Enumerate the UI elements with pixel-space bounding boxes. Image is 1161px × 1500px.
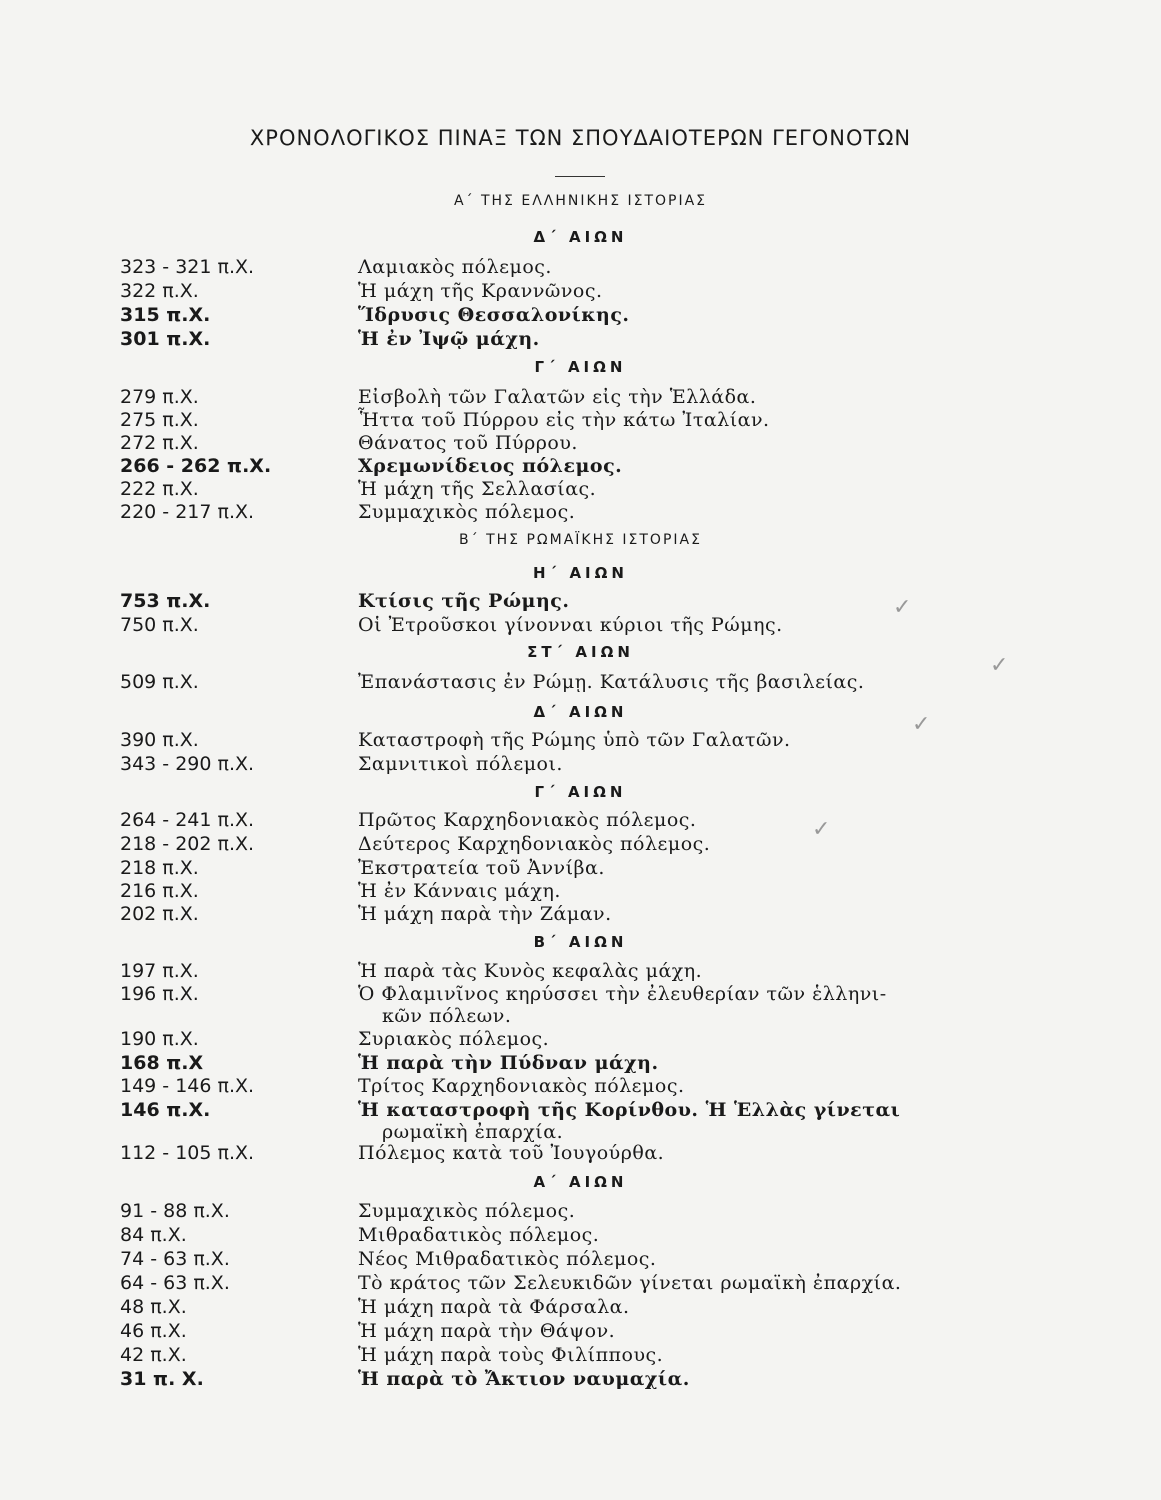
table-row (0, 753, 1161, 779)
table-row (0, 1028, 1161, 1054)
table-row (0, 501, 1161, 527)
entry-event: Οἱ Ἐτροῦσκοι γίνονναι κύριοι τῆς Ρώμης. (358, 614, 783, 636)
entry-event: Ἡ μάχη παρὰ τοὺς Φιλίππους. (358, 1344, 664, 1366)
entry-date: 266 - 262 π.Χ. (120, 455, 272, 477)
entry-event: Ὁ Φλαμινῖνος κηρύσσει τὴν ἐλευθερίαν τῶν ἑλληνι- (358, 983, 887, 1005)
entry-date: 190 π.Χ. (120, 1028, 199, 1050)
entry-event: Λαμιακὸς πόλεμος. (358, 256, 552, 278)
entry-date: 48 π.Χ. (120, 1296, 187, 1318)
entry-event: Πρῶτος Καρχηδονιακὸς πόλεμος. (358, 809, 697, 831)
entry-event-continuation: κῶν πόλεων. (382, 1005, 512, 1027)
entry-date: 46 π.Χ. (120, 1320, 187, 1342)
entry-event: Ἵδρυσις Θεσσαλονίκης. (358, 304, 630, 326)
section-heading: Α΄ ΤΗΣ ΕΛΛΗΝΙΚΗΣ ΙΣΤΟΡΙΑΣ (453, 193, 708, 209)
entry-event: Τρίτος Καρχηδονιακὸς πόλεμος. (358, 1075, 685, 1097)
table-row (0, 304, 1161, 330)
entry-date: 323 - 321 π.Χ. (120, 256, 255, 278)
table-row (0, 256, 1161, 282)
entry-date: 222 π.Χ. (120, 478, 199, 500)
century-heading: Α΄ ΑΙΩΝ (533, 1173, 628, 1191)
entry-date: 218 - 202 π.Χ. (120, 833, 255, 855)
table-row (0, 671, 1161, 697)
entry-date: 220 - 217 π.Χ. (120, 501, 255, 523)
table-row (0, 809, 1161, 835)
entry-event: Συριακὸς πόλεμος. (358, 1028, 550, 1050)
entry-event: Εἰσβολὴ τῶν Γαλατῶν εἰς τὴν Ἑλλάδα. (358, 386, 757, 408)
entry-date: 84 π.Χ. (120, 1224, 187, 1246)
table-row (0, 590, 1161, 616)
entry-date: 390 π.Χ. (120, 729, 199, 751)
entry-event-continuation: ρωμαϊκὴ ἐπαρχία. (382, 1121, 564, 1143)
entry-date: 216 π.Χ. (120, 880, 199, 902)
entry-date: 218 π.Χ. (120, 857, 199, 879)
entry-event: Ἡ παρὰ τὴν Πύδναν μάχη. (358, 1052, 659, 1074)
century-heading: Η΄ ΑΙΩΝ (533, 564, 628, 582)
table-row (0, 1075, 1161, 1101)
century-heading: Β΄ ΑΙΩΝ (533, 933, 628, 951)
entry-date: 31 π. Χ. (120, 1368, 204, 1390)
table-row (0, 729, 1161, 755)
table-row (0, 833, 1161, 859)
table-row (0, 1224, 1161, 1250)
entry-date: 196 π.Χ. (120, 983, 199, 1005)
entry-event: Μιθραδατικὸς πόλεμος. (358, 1224, 600, 1246)
entry-date: 197 π.Χ. (120, 960, 199, 982)
table-row (0, 328, 1161, 354)
entry-event: Ἡ παρὰ τὸ Ἄκτιον ναυμαχία. (358, 1368, 690, 1390)
entry-event: Συμμαχικὸς πόλεμος. (358, 501, 576, 523)
entry-event: Ἡ μάχη παρὰ τὴν Ζάμαν. (358, 903, 612, 925)
entry-date: 275 π.Χ. (120, 409, 199, 431)
table-row (0, 1099, 1161, 1143)
entry-date: 315 π.Χ. (120, 304, 211, 326)
entry-date: 279 π.Χ. (120, 386, 199, 408)
entry-event: Νέος Μιθραδατικὸς πόλεμος. (358, 1248, 657, 1270)
entry-event: Ἡ μάχη τῆς Κραννῶνος. (358, 280, 603, 302)
entry-event: Δεύτερος Καρχηδονιακὸς πόλεμος. (358, 833, 711, 855)
entry-event: Ἧττα τοῦ Πύρρου εἰς τὴν κάτω Ἰταλίαν. (358, 409, 770, 431)
table-row (0, 1248, 1161, 1274)
century-heading: Γ΄ ΑΙΩΝ (534, 358, 627, 376)
century-heading: ΣΤ΄ ΑΙΩΝ (527, 643, 634, 661)
century-heading: Γ΄ ΑΙΩΝ (534, 783, 627, 801)
entry-event: Ἡ παρὰ τὰς Κυνὸς κεφαλὰς μάχη. (358, 960, 703, 982)
table-row (0, 1200, 1161, 1226)
entry-date: 91 - 88 π.Χ. (120, 1200, 230, 1222)
entry-date: 753 π.Χ. (120, 590, 211, 612)
entry-date: 202 π.Χ. (120, 903, 199, 925)
entry-date: 750 π.Χ. (120, 614, 199, 636)
entry-event: Σαμνιτικοὶ πόλεμοι. (358, 753, 563, 775)
pencil-check-icon: ✓ (912, 712, 931, 737)
entry-date: 74 - 63 π.Χ. (120, 1248, 230, 1270)
entry-event: Ἐπανάστασις ἐν Ρώμῃ. Κατάλυσις τῆς βασιλείας. (358, 671, 865, 693)
table-row (0, 1296, 1161, 1322)
entry-event: Ἡ ἐν Κάνναις μάχη. (358, 880, 561, 902)
table-row (0, 1320, 1161, 1346)
entry-date: 168 π.Χ (120, 1052, 204, 1074)
entry-date: 322 π.Χ. (120, 280, 199, 302)
entry-event: Ἡ ἐν Ἰψῷ μάχη. (358, 328, 540, 350)
entry-event: Τὸ κράτος τῶν Σελευκιδῶν γίνεται ρωμαϊκὴ ἐπαρχία. (358, 1272, 902, 1294)
entry-event: Κτίσις τῆς Ρώμης. (358, 590, 570, 612)
entry-date: 343 - 290 π.Χ. (120, 753, 255, 775)
entry-date: 149 - 146 π.Χ. (120, 1075, 255, 1097)
entry-date: 301 π.Χ. (120, 328, 211, 350)
table-row (0, 1142, 1161, 1168)
entry-event: Ἡ μάχη τῆς Σελλασίας. (358, 478, 597, 500)
table-row (0, 1272, 1161, 1298)
entry-event: Ἡ μάχη παρὰ τὴν Θάψον. (358, 1320, 616, 1342)
table-row (0, 614, 1161, 640)
pencil-check-icon: ✓ (893, 595, 912, 620)
entry-date: 146 π.Χ. (120, 1099, 211, 1121)
century-heading: Δ΄ ΑΙΩΝ (533, 703, 628, 721)
entry-date: 264 - 241 π.Χ. (120, 809, 255, 831)
entry-event: Ἡ μάχη παρὰ τὰ Φάρσαλα. (358, 1296, 630, 1318)
pencil-check-icon: ✓ (990, 653, 1009, 678)
title-rule (555, 176, 605, 177)
entry-date: 112 - 105 π.Χ. (120, 1142, 255, 1164)
page-title: ΧΡΟΝΟΛΟΓΙΚΟΣ ΠΙΝΑΞ ΤΩΝ ΣΠΟΥΔΑΙΟΤΕΡΩΝ ΓΕΓΟΝΟΤΩΝ (249, 126, 912, 150)
entry-event: Πόλεμος κατὰ τοῦ Ἰουγούρθα. (358, 1142, 665, 1164)
pencil-check-icon: ✓ (812, 817, 831, 842)
entry-event: Ἐκστρατεία τοῦ Ἀννίβα. (358, 857, 605, 879)
entry-event: Ἡ καταστροφὴ τῆς Κορίνθου. Ἡ Ἑλλὰς γίνεται (358, 1099, 901, 1121)
section-heading: Β΄ ΤΗΣ ΡΩΜΑΪΚΗΣ ΙΣΤΟΡΙΑΣ (459, 532, 702, 548)
table-row (0, 1368, 1161, 1394)
table-row (0, 903, 1161, 929)
entry-event: Καταστροφὴ τῆς Ρώμης ὑπὸ τῶν Γαλατῶν. (358, 729, 791, 751)
entry-event: Συμμαχικὸς πόλεμος. (358, 1200, 576, 1222)
century-heading: Δ΄ ΑΙΩΝ (533, 228, 628, 246)
entry-event: Θάνατος τοῦ Πύρρου. (358, 432, 578, 454)
table-row (0, 983, 1161, 1027)
entry-date: 64 - 63 π.Χ. (120, 1272, 230, 1294)
entry-date: 272 π.Χ. (120, 432, 199, 454)
entry-date: 509 π.Χ. (120, 671, 199, 693)
entry-date: 42 π.Χ. (120, 1344, 187, 1366)
table-row (0, 280, 1161, 306)
table-row (0, 1344, 1161, 1370)
entry-event: Χρεμωνίδειος πόλεμος. (358, 455, 623, 477)
